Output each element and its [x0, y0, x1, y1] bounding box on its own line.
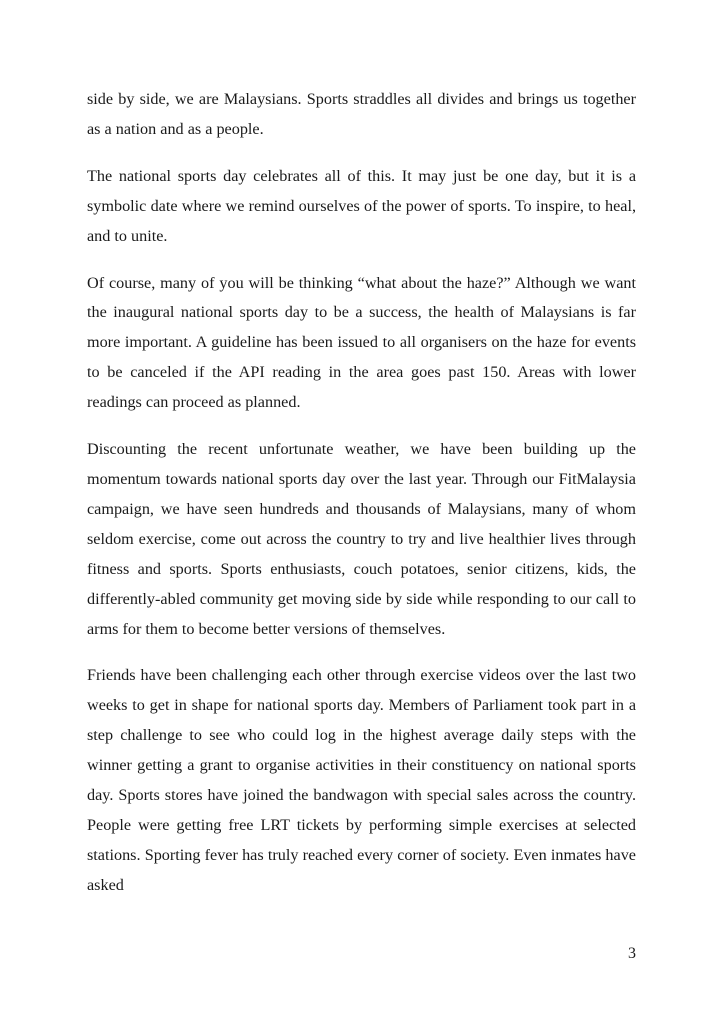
paragraph: Of course, many of you will be thinking “what about the haze?” Although we want the inaugural national sports day to be a success, the health of Malaysians is far more important. A guideline has been issued to all organisers on the haze for events to be canceled if the API reading in the area goes past 150. Areas with lower readings can proceed as planned. — [87, 273, 636, 412]
document-body — [87, 85, 636, 918]
paragraph: Friends have been challenging each other through exercise videos over the last two weeks to get in shape for national sports day. Members of Parliament took part in a step challenge to see who could log in the highest average daily steps with the winner getting a grant to organise activities in their constituency on national sports day. Sports stores have joined the bandwagon with special sales across the country. People were getting free LRT tickets by performing simple exercises at selected stations. Sporting fever has truly reached every corner of society. Even inmates have asked — [87, 666, 636, 894]
paragraph: Discounting the recent unfortunate weather, we have been building up the momentum towards national sports day over the last year. Through our FitMalaysia campaign, we have seen hundreds and thousands of Malaysians, many of whom seldom exercise, come out across the country to try and live healthier lives through fitness and sports. Sports enthusiasts, couch potatoes, senior citizens, kids, the differently-abled community get moving side by side while responding to our call to arms for them to become better versions of themselves. — [87, 440, 636, 638]
paragraph: side by side, we are Malaysians. Sports straddles all divides and brings us together as a nation and as a people. — [87, 90, 636, 138]
paragraph: The national sports day celebrates all of this. It may just be one day, but it is a symbolic date where we remind ourselves of the power of sports. To inspire, to heal, and to unite. — [87, 166, 636, 245]
page-number: 3 — [628, 945, 636, 962]
